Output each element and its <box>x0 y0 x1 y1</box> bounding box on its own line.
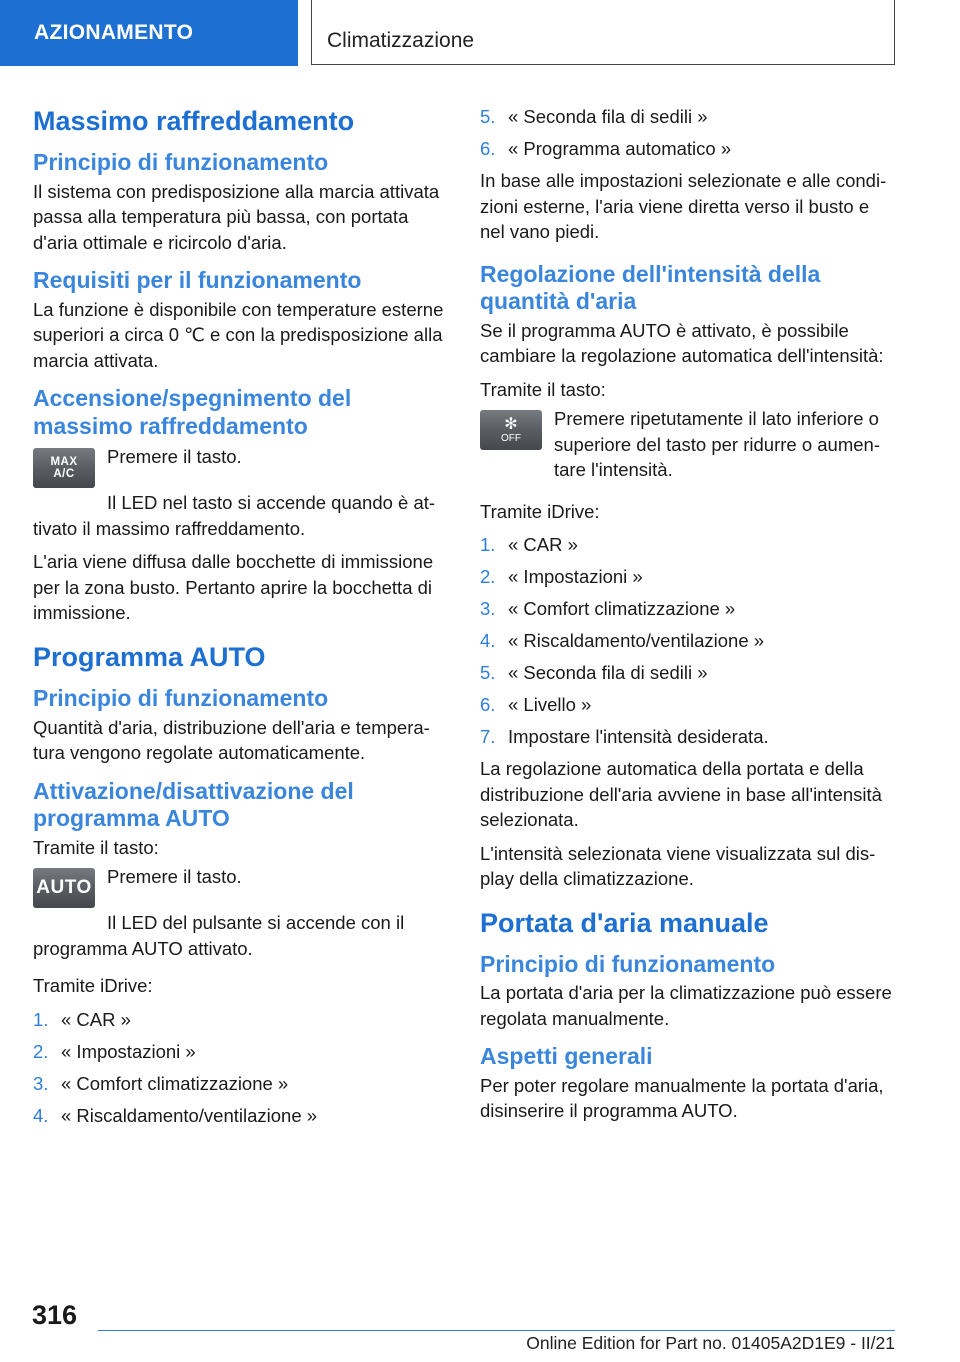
subheading-attivazione: Attivazione/disattivazione del programma AUTO <box>33 777 354 832</box>
subheading-requisiti: Requisiti per il funzionamento <box>33 267 362 294</box>
paragraph-premere-tasto-auto: Premere il tasto. <box>107 866 242 888</box>
step-number: 6. <box>480 138 496 159</box>
left-column <box>33 96 451 1135</box>
section-title: AZIONAMENTO <box>0 0 298 66</box>
paragraph-aria-diffusa: L'aria viene diffusa dalle bocchette di immissione per la zona busto. Pertanto aprire la bocchetta di immissione. <box>33 551 434 624</box>
paragraph-tramite-idrive: Tramite iDrive: <box>33 975 153 997</box>
list-item <box>480 660 898 686</box>
max-ac-button-icon <box>33 448 95 488</box>
subheading-regolazione: Regolazione dell'intensità della quantità d'aria <box>480 260 821 315</box>
step-number: 3. <box>480 598 496 620</box>
step-number: 4. <box>33 1104 49 1126</box>
page-number: 316 <box>32 1300 78 1330</box>
step-text: « Seconda fila di sedili » <box>508 106 708 127</box>
footer-edition: Online Edition for Part no. 01405A2D1E9 - II/21 <box>526 1333 895 1353</box>
step-text: « CAR » <box>508 534 578 556</box>
step-text: Impostare l'intensità desiderata. <box>508 726 769 748</box>
paragraph-requisiti: La funzione è disponibile con temperature esterne superiori a circa 0 ℃ e con la predisposizione alla marcia attivata. <box>33 298 444 371</box>
idrive-steps-list-right <box>480 532 898 750</box>
paragraph-premere-tasto: Premere il tasto. <box>107 446 242 468</box>
step-number: 5. <box>480 106 496 127</box>
step-text: « Riscaldamento/ventilazione » <box>508 630 765 652</box>
paragraph-tramite-tasto: Tramite il tasto: <box>33 836 159 858</box>
paragraph-principio-portata: La portata d'aria per la climatizzazione può essere regolata manualmente. <box>480 982 892 1029</box>
paragraph-principio-auto: Quantità d'aria, distribuzione dell'aria e temperatura vengono regolate automaticamente. <box>33 716 430 764</box>
paragraph-tramite-tasto-right: Tramite il tasto: <box>480 378 606 400</box>
auto-button-icon: AUTO <box>33 868 95 908</box>
paragraph-in-base: In base alle impostazioni selezionate e alle condizioni esterne, l'aria viene diretta verso il busto e nel vano piedi. <box>480 170 887 242</box>
step-text: « Programma automatico » <box>508 138 732 159</box>
step-text: « Comfort climatizzazione » <box>61 1072 289 1094</box>
list-item <box>480 564 898 590</box>
list-item <box>33 1071 451 1097</box>
step-text: « Comfort climatizzazione » <box>508 598 736 620</box>
fan-instruction <box>480 406 898 487</box>
paragraph-aspetti: Per poter regolare manualmente la portata d'aria, disinserire il programma AUTO. <box>480 1074 884 1122</box>
step-number: 6. <box>480 694 496 716</box>
paragraph-regolazione-automatica: La regolazione automatica della portata e della distribuzione dell'aria avviene in base all'intensità selezionata. <box>480 758 882 831</box>
subheading-principio-auto: Principio di funzionamento <box>33 684 329 711</box>
step-text: « CAR » <box>61 1008 131 1030</box>
page-header <box>0 0 960 66</box>
step-number: 1. <box>480 534 496 556</box>
step-number: 5. <box>480 662 496 684</box>
list-item <box>33 1039 451 1065</box>
step-text: « Livello » <box>508 694 592 716</box>
list-item <box>480 136 898 162</box>
list-item <box>480 724 898 750</box>
list-item <box>480 104 898 130</box>
max-ac-label-line2: A/C <box>53 468 75 481</box>
chapter-title: Climatizzazione <box>311 0 895 65</box>
list-item <box>480 628 898 654</box>
step-text: « Riscaldamento/ventilazione » <box>61 1104 318 1126</box>
paragraph-led-max: Il LED nel tasto si accende quando è attivato il massimo raffreddamento. <box>33 492 436 539</box>
step-number: 4. <box>480 630 496 652</box>
step-number: 1. <box>33 1008 49 1030</box>
paragraph-tramite-idrive-right: Tramite iDrive: <box>480 500 600 522</box>
fan-off-label: OFF <box>501 432 521 444</box>
paragraph-premere-ripetutamente: Premere ripetutamente il lato inferiore o superiore del tasto per ridurre o aumentare l'intensità. <box>554 408 880 481</box>
step-number: 3. <box>33 1072 49 1094</box>
max-ac-instruction <box>33 444 451 488</box>
idrive-steps-continued <box>480 104 898 162</box>
paragraph-intensita-display: L'intensità selezionata viene visualizzata sul display della climatizzazione. <box>480 842 876 890</box>
paragraph-principio: Il sistema con predisposizione alla marcia attivata passa alla temperatura più bassa, con portata d'aria ottimale e ricircolo d'aria. <box>33 180 440 253</box>
right-column <box>480 104 898 1132</box>
step-text: « Seconda fila di sedili » <box>508 662 708 684</box>
paragraph-se-auto: Se il programma AUTO è attivato, è possibile cambiare la regolazione automatica dell'intensità: <box>480 319 884 367</box>
step-text: « Impostazioni » <box>508 566 643 588</box>
idrive-steps-list <box>33 1007 451 1129</box>
list-item <box>480 596 898 622</box>
heading-portata-manuale: Portata d'aria manuale <box>480 907 769 938</box>
heading-programma-auto: Programma AUTO <box>33 641 266 672</box>
step-text: « Impostazioni » <box>61 1040 196 1062</box>
list-item <box>33 1007 451 1033</box>
fan-off-button-icon <box>480 410 542 450</box>
subheading-principio-portata: Principio di funzionamento <box>480 950 776 977</box>
step-number: 7. <box>480 726 496 748</box>
footer-divider <box>98 1330 895 1331</box>
auto-instruction <box>33 864 451 908</box>
list-item <box>33 1103 451 1129</box>
subheading-accensione: Accensione/spegnimento del massimo raffreddamento <box>33 385 352 439</box>
subheading-aspetti: Aspetti generali <box>480 1043 653 1070</box>
list-item <box>480 532 898 558</box>
paragraph-led-auto: Il LED del pulsante si accende con il programma AUTO attivato. <box>33 912 405 959</box>
step-number: 2. <box>480 566 496 588</box>
fan-icon: ✻ <box>504 415 518 433</box>
subheading-principio: Principio di funzionamento <box>33 149 329 176</box>
max-ac-label-line1: MAX <box>50 456 78 469</box>
step-number: 2. <box>33 1040 49 1062</box>
heading-massimo-raffreddamento: Massimo raffreddamento <box>33 106 355 136</box>
list-item <box>480 692 898 718</box>
